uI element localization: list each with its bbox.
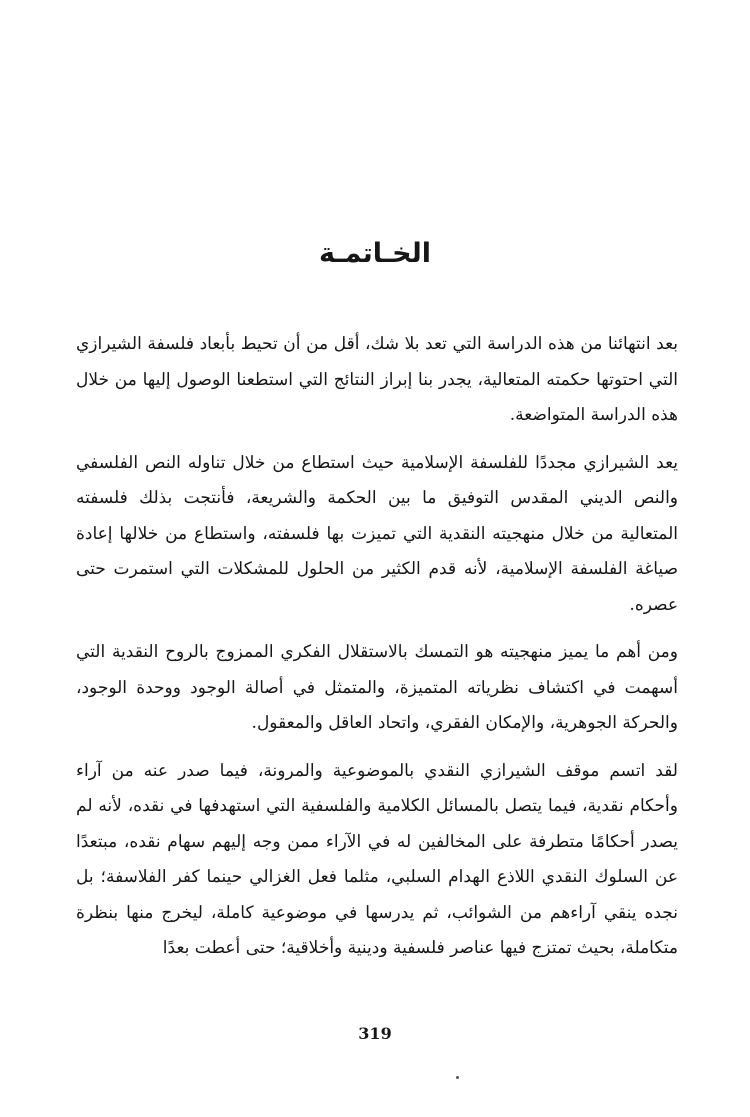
paragraph-1: بعد انتهائنا من هذه الدراسة التي تعد بلا شك، أقل من أن تحيط بأبعاد فلسفة الشيرازي التي احتوتها حكمته المتعالية، يجدر بنا إبراز النتائج التي استطعنا الوصول إليها من خلال هذه الدراسة المتواضعة. <box>76 334 678 425</box>
paragraph-4: لقد اتسم موقف الشيرازي النقدي بالموضوعية والمرونة، فيما صدر عنه من آراء وأحكام نقدية، فيما يتصل بالمسائل الكلامية والفلسفية التي استهدفها في نقده، لأنه لم يصدر أحكامًا متطرفة على المخالفين له في الآراء ممن وجه إليهم سهام نقده، مبتعدًا عن السلوك النقدي اللاذع الهدام السلبي، مثلما فعل الغزالي حينما كفر الفلاسفة؛ بل نجده ينقي آراءهم من الشوائب، ثم يدرسها في موضوعية كاملة، ليخرج منها بنظرة متكاملة، بحيث تمتزج فيها عناصر فلسفية ودينية وأخلاقية؛ حتى أعطت بعدًا <box>76 760 678 958</box>
scan-speck <box>456 1076 459 1079</box>
paragraph-2: يعد الشيرازي مجددًا للفلسفة الإسلامية حيث استطاع من خلال تناوله النص الفلسفي والنص الديني المقدس التوفيق ما بين الحكمة والشريعة، فأنتجت بذلك فلسفته المتعالية من خلال منهجيته النقدية التي تميزت بها فلسفته، واستطاع من خلالها إعادة صياغة الفلسفة الإسلامية، لأنه قدم الكثير من الحلول للمشكلات التي استمرت حتى عصره. <box>76 452 678 615</box>
body-text <box>76 327 678 979</box>
chapter-title: الخـاتمـة <box>318 238 432 269</box>
page-number: 319 <box>358 1024 392 1043</box>
paragraph-3: ومن أهم ما يميز منهجيته هو التمسك بالاستقلال الفكري الممزوج بالروح النقدية التي أسهمت في اكتشاف نظرياته المتميزة، والمتمثل في أصالة الوجود ووحدة الوجود، والحركة الجوهرية، والإمكان الفقري، واتحاد العاقل والمعقول. <box>76 642 678 733</box>
